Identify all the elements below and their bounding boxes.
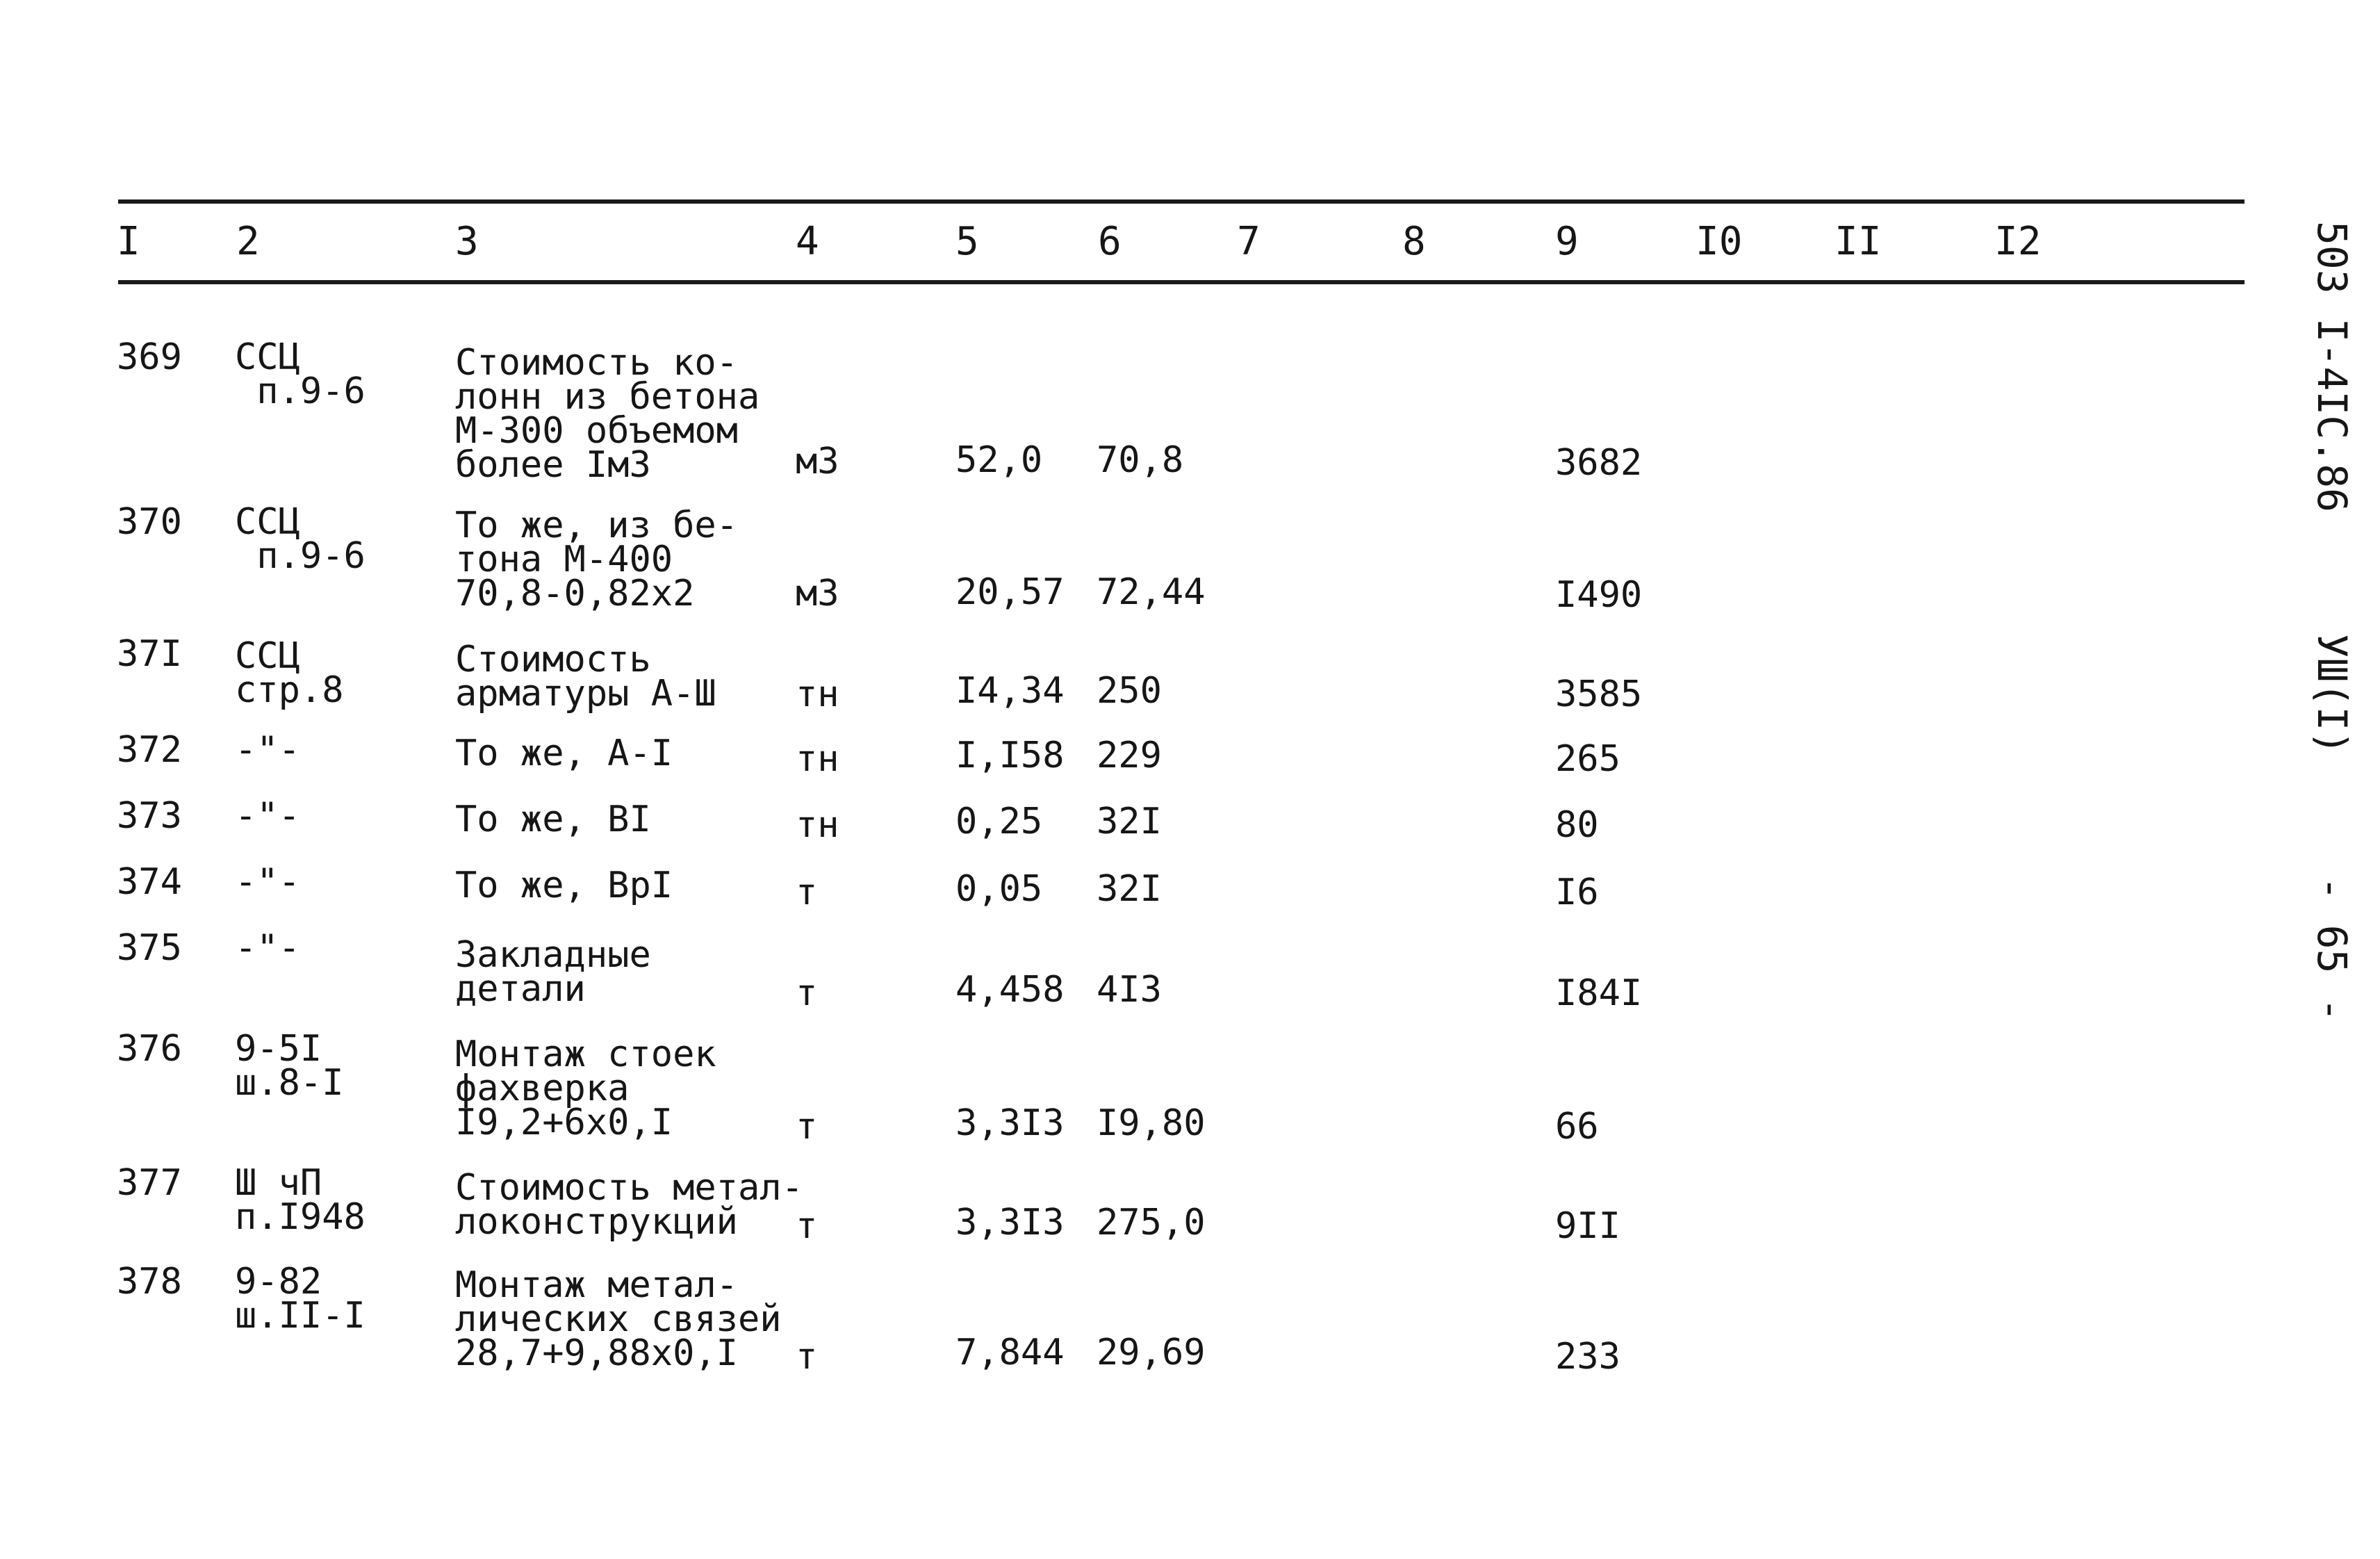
row-description: Монтаж метал- лических связей 28,7+9,88х0,I — [455, 1264, 782, 1374]
row-number: 378 — [117, 1261, 182, 1303]
row-price: 250 — [1097, 670, 1162, 712]
row-number: 375 — [117, 927, 182, 969]
row-code: ССЦ стр.8 — [235, 635, 344, 711]
row-quantity: 0,25 — [955, 801, 1043, 842]
row-price: I9,80 — [1097, 1102, 1206, 1144]
row-price: 4I3 — [1097, 969, 1162, 1011]
row-total: I6 — [1555, 872, 1599, 913]
row-quantity: 3,3I3 — [955, 1202, 1065, 1243]
row-unit: тн — [796, 738, 839, 780]
column-header: 6 — [1098, 219, 1122, 264]
column-header: II — [1835, 219, 1882, 264]
row-total: 3585 — [1555, 674, 1643, 715]
column-header: 8 — [1402, 219, 1426, 264]
row-number: 373 — [117, 795, 182, 837]
row-quantity: 7,844 — [955, 1332, 1065, 1373]
row-description: Стоимость ко- лонн из бетона М-300 объемом более Iм3 — [455, 342, 760, 486]
row-price: 229 — [1097, 735, 1162, 776]
row-number: 37I — [117, 633, 182, 675]
column-header: 9 — [1555, 219, 1579, 264]
row-price: 275,0 — [1097, 1202, 1206, 1243]
row-code: ССЦ п.9-6 — [235, 336, 366, 412]
column-header: 4 — [796, 219, 819, 264]
row-price: 72,44 — [1097, 571, 1206, 613]
row-quantity: 3,3I3 — [955, 1102, 1065, 1144]
row-quantity: 0,05 — [955, 868, 1043, 910]
row-unit: тн — [796, 674, 839, 715]
row-number: 369 — [117, 336, 182, 378]
row-total: 9II — [1555, 1205, 1620, 1247]
row-price: 29,69 — [1097, 1332, 1206, 1373]
row-total: I84I — [1555, 972, 1643, 1014]
row-quantity: 4,458 — [955, 969, 1065, 1011]
row-code: 9-5I ш.8-I — [235, 1028, 344, 1104]
row-total: I490 — [1555, 574, 1643, 616]
row-price: 32I — [1097, 868, 1162, 910]
row-total: 80 — [1555, 804, 1599, 846]
column-header: I2 — [1994, 219, 2042, 264]
row-code: ССЦ п.9-6 — [235, 501, 366, 577]
column-header: 7 — [1237, 219, 1261, 264]
row-number: 374 — [117, 861, 182, 903]
column-header: I0 — [1696, 219, 1743, 264]
header-bottom-rule — [118, 280, 2244, 284]
row-description: Монтаж стоек фахверка I9,2+6х0,I — [455, 1034, 716, 1143]
row-quantity: 52,0 — [955, 439, 1043, 481]
row-unit: т — [796, 1205, 818, 1247]
row-quantity: I4,34 — [955, 670, 1065, 712]
row-unit: т — [796, 872, 818, 913]
column-header: 5 — [955, 219, 979, 264]
row-unit: м3 — [796, 441, 839, 482]
row-quantity: 20,57 — [955, 571, 1065, 613]
row-description: То же, из бе- тона М-400 70,8-0,82х2 — [455, 505, 738, 614]
column-header: 3 — [455, 219, 479, 264]
row-unit: т — [796, 1106, 818, 1148]
row-total: 265 — [1555, 738, 1620, 780]
row-unit: т — [796, 1336, 818, 1378]
row-number: 370 — [117, 501, 182, 543]
row-description: То же, ВрI — [455, 865, 673, 906]
column-header: I — [117, 219, 140, 264]
row-description: Стоимость арматуры А-Ш — [455, 639, 716, 715]
row-description: То же, А-I — [455, 733, 673, 774]
table-top-rule — [118, 199, 2244, 204]
row-number: 377 — [117, 1162, 182, 1204]
row-price: 32I — [1097, 801, 1162, 842]
row-code: -"- — [235, 729, 300, 771]
row-quantity: I,I58 — [955, 735, 1065, 776]
row-description: Стоимость метал- локонструкций — [455, 1167, 803, 1243]
row-code: -"- — [235, 861, 300, 903]
row-description: Закладные детали — [455, 934, 651, 1010]
row-number: 376 — [117, 1028, 182, 1070]
row-number: 372 — [117, 729, 182, 771]
row-total: 66 — [1555, 1106, 1599, 1148]
margin-document-code: 503 I-4IC.86 УШ(I) - 65 - — [2308, 221, 2356, 1022]
row-unit: тн — [796, 804, 839, 846]
row-unit: т — [796, 972, 818, 1014]
row-description: То же, ВI — [455, 799, 651, 840]
row-unit: м3 — [796, 573, 839, 614]
column-header: 2 — [236, 219, 260, 264]
row-code: -"- — [235, 795, 300, 837]
row-total: 3682 — [1555, 442, 1643, 484]
row-code: 9-82 ш.II-I — [235, 1261, 366, 1337]
row-code: -"- — [235, 927, 300, 969]
row-price: 70,8 — [1097, 439, 1184, 481]
row-code: Ш чП п.I948 — [235, 1162, 366, 1238]
row-total: 233 — [1555, 1336, 1620, 1378]
